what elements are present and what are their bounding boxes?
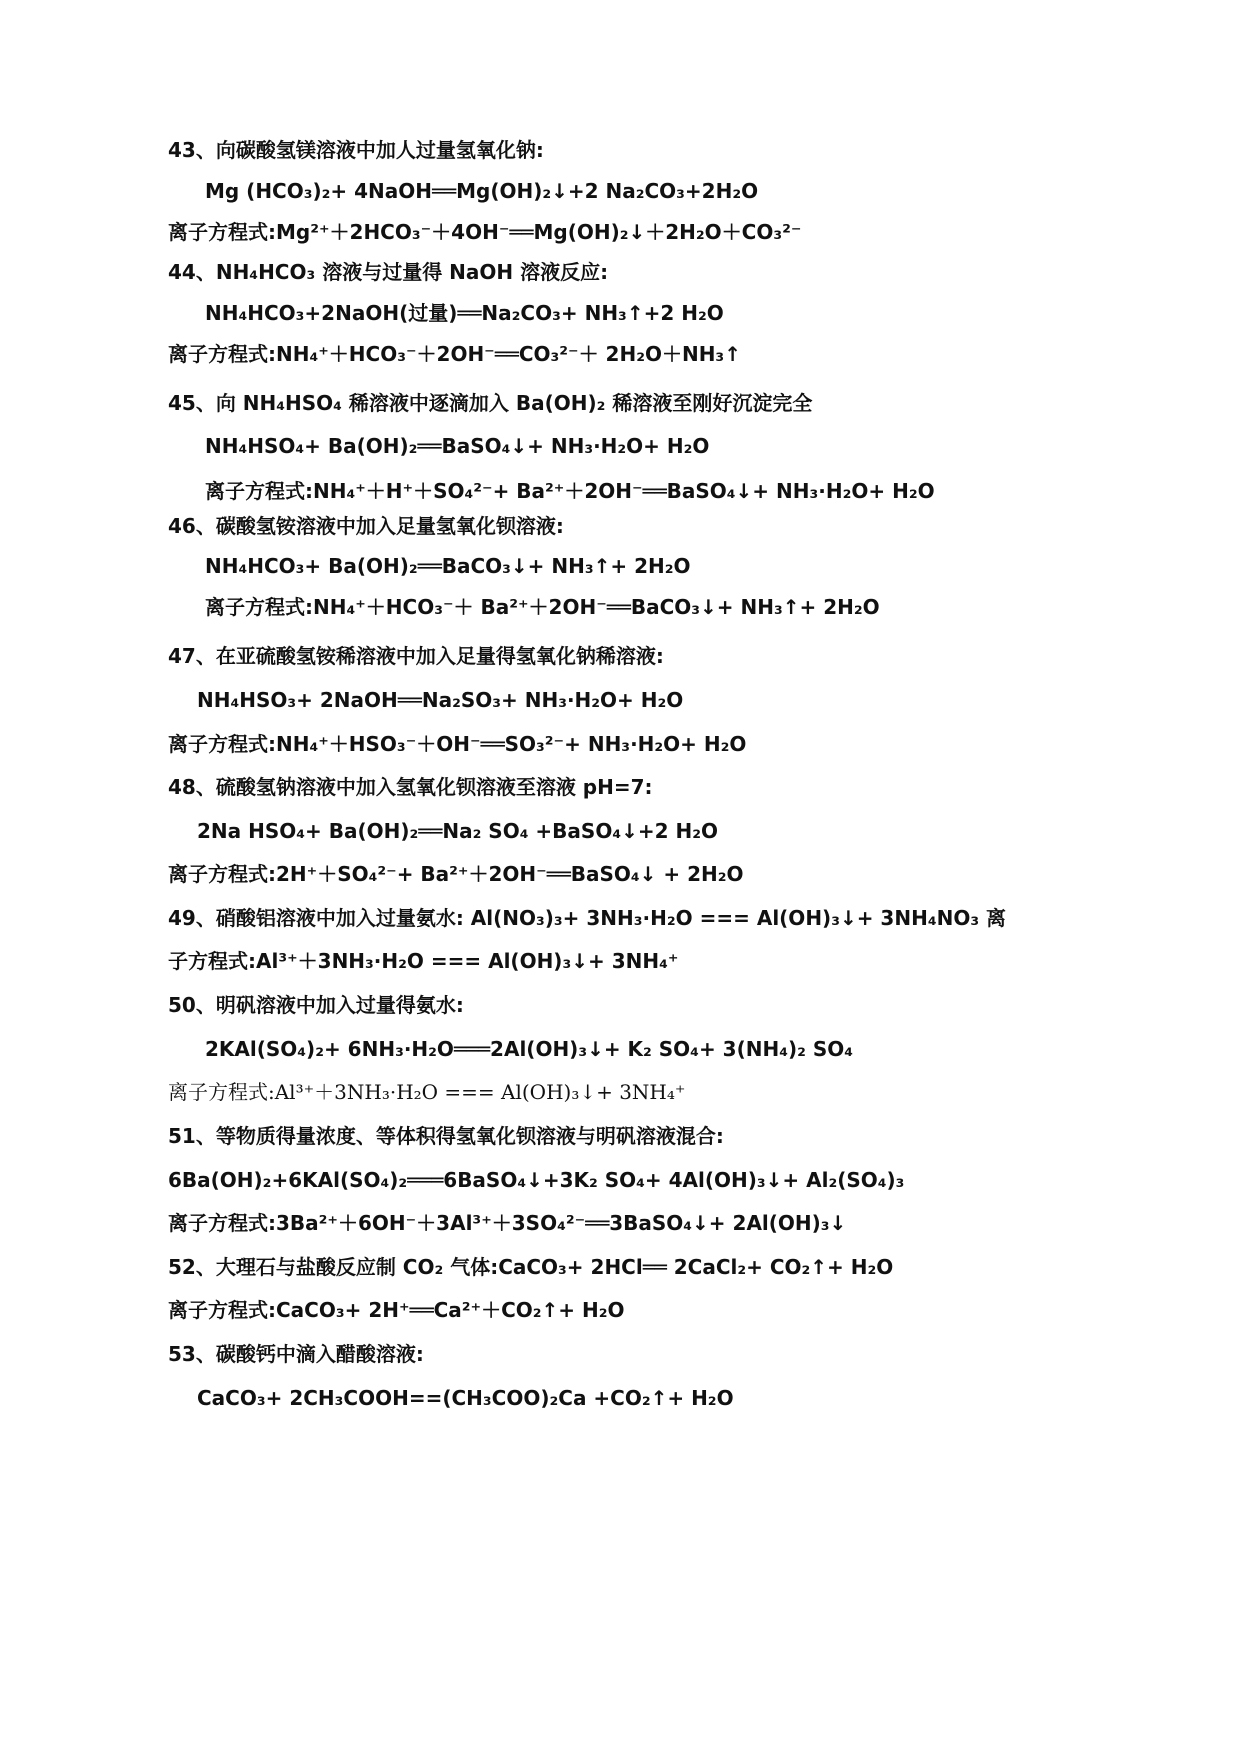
item-44-title: 44、NH₄HCO₃ 溶液与过量得 NaOH 溶液反应: bbox=[168, 260, 609, 284]
item-43-ionic-equation: 离子方程式:Mg²⁺＋2HCO₃⁻＋4OH⁻══Mg(OH)₂↓＋2H₂O＋CO₃²⁻ bbox=[168, 220, 802, 244]
item-53-equation: CaCO₃+ 2CH₃COOH==(CH₃COO)₂Ca +CO₂↑+ H₂O bbox=[197, 1386, 734, 1410]
item-46-title: 46、碳酸氢铵溶液中加入足量氢氧化钡溶液: bbox=[168, 514, 564, 538]
item-43-equation: Mg (HCO₃)₂+ 4NaOH══Mg(OH)₂↓+2 Na₂CO₃+2H₂O bbox=[205, 179, 759, 203]
item-45-ionic-equation: 离子方程式:NH₄⁺＋H⁺＋SO₄²⁻+ Ba²⁺＋2OH⁻══BaSO₄↓+ NH₃·H₂O+ H₂O bbox=[205, 479, 935, 503]
item-52-title-equation: 52、大理石与盐酸反应制 CO₂ 气体:CaCO₃+ 2HCl══ 2CaCl₂+ CO₂↑+ H₂O bbox=[168, 1255, 894, 1279]
item-47-ionic-equation: 离子方程式:NH₄⁺＋HSO₃⁻＋OH⁻══SO₃²⁻+ NH₃·H₂O+ H₂O bbox=[168, 732, 747, 756]
item-49-title-equation: 49、硝酸铝溶液中加入过量氨水: Al(NO₃)₃+ 3NH₃·H₂O === Al(OH)₃↓+ 3NH₄NO₃ 离 bbox=[168, 906, 1007, 930]
item-48-equation: 2Na HSO₄+ Ba(OH)₂══Na₂ SO₄ +BaSO₄↓+2 H₂O bbox=[197, 819, 718, 843]
item-51-equation: 6Ba(OH)₂+6KAl(SO₄)₂═══6BaSO₄↓+3K₂ SO₄+ 4Al(OH)₃↓+ Al₂(SO₄)₃ bbox=[168, 1168, 905, 1192]
item-51-ionic-equation: 离子方程式:3Ba²⁺＋6OH⁻＋3Al³⁺＋3SO₄²⁻══3BaSO₄↓+ 2Al(OH)₃↓ bbox=[168, 1211, 847, 1235]
item-46-equation: NH₄HCO₃+ Ba(OH)₂══BaCO₃↓+ NH₃↑+ 2H₂O bbox=[205, 554, 691, 578]
item-46-ionic-equation: 离子方程式:NH₄⁺＋HCO₃⁻＋ Ba²⁺＋2OH⁻══BaCO₃↓+ NH₃↑+ 2H₂O bbox=[205, 595, 880, 619]
item-43-title: 43、向碳酸氢镁溶液中加人过量氢氧化钠: bbox=[168, 138, 544, 162]
item-47-title: 47、在亚硫酸氢铵稀溶液中加入足量得氢氧化钠稀溶液: bbox=[168, 644, 664, 668]
item-50-equation: 2KAl(SO₄)₂+ 6NH₃·H₂O═══2Al(OH)₃↓+ K₂ SO₄+ 3(NH₄)₂ SO₄ bbox=[205, 1037, 853, 1061]
item-50-ionic-equation: 离子方程式:Al³⁺＋3NH₃·H₂O === Al(OH)₃↓+ 3NH₄⁺ bbox=[168, 1080, 686, 1104]
item-52-ionic-equation: 离子方程式:CaCO₃+ 2H⁺══Ca²⁺＋CO₂↑+ H₂O bbox=[168, 1298, 625, 1322]
item-48-title: 48、硫酸氢钠溶液中加入氢氧化钡溶液至溶液 pH=7: bbox=[168, 775, 653, 799]
item-48-ionic-equation: 离子方程式:2H⁺＋SO₄²⁻+ Ba²⁺＋2OH⁻══BaSO₄↓ + 2H₂O bbox=[168, 862, 744, 886]
item-45-title: 45、向 NH₄HSO₄ 稀溶液中逐滴加入 Ba(OH)₂ 稀溶液至刚好沉淀完全 bbox=[168, 391, 813, 415]
item-53-title: 53、碳酸钙中滴入醋酸溶液: bbox=[168, 1342, 424, 1366]
item-44-ionic-equation: 离子方程式:NH₄⁺＋HCO₃⁻＋2OH⁻══CO₃²⁻＋ 2H₂O＋NH₃↑ bbox=[168, 342, 741, 366]
item-49-ionic-equation: 子方程式:Al³⁺＋3NH₃·H₂O === Al(OH)₃↓+ 3NH₄⁺ bbox=[168, 949, 679, 973]
item-51-title: 51、等物质得量浓度、等体积得氢氧化钡溶液与明矾溶液混合: bbox=[168, 1124, 724, 1148]
item-47-equation: NH₄HSO₃+ 2NaOH══Na₂SO₃+ NH₃·H₂O+ H₂O bbox=[197, 688, 684, 712]
item-45-equation: NH₄HSO₄+ Ba(OH)₂══BaSO₄↓+ NH₃·H₂O+ H₂O bbox=[205, 434, 710, 458]
item-50-title: 50、明矾溶液中加入过量得氨水: bbox=[168, 993, 464, 1017]
item-44-equation: NH₄HCO₃+2NaOH(过量)══Na₂CO₃+ NH₃↑+2 H₂O bbox=[205, 301, 724, 325]
